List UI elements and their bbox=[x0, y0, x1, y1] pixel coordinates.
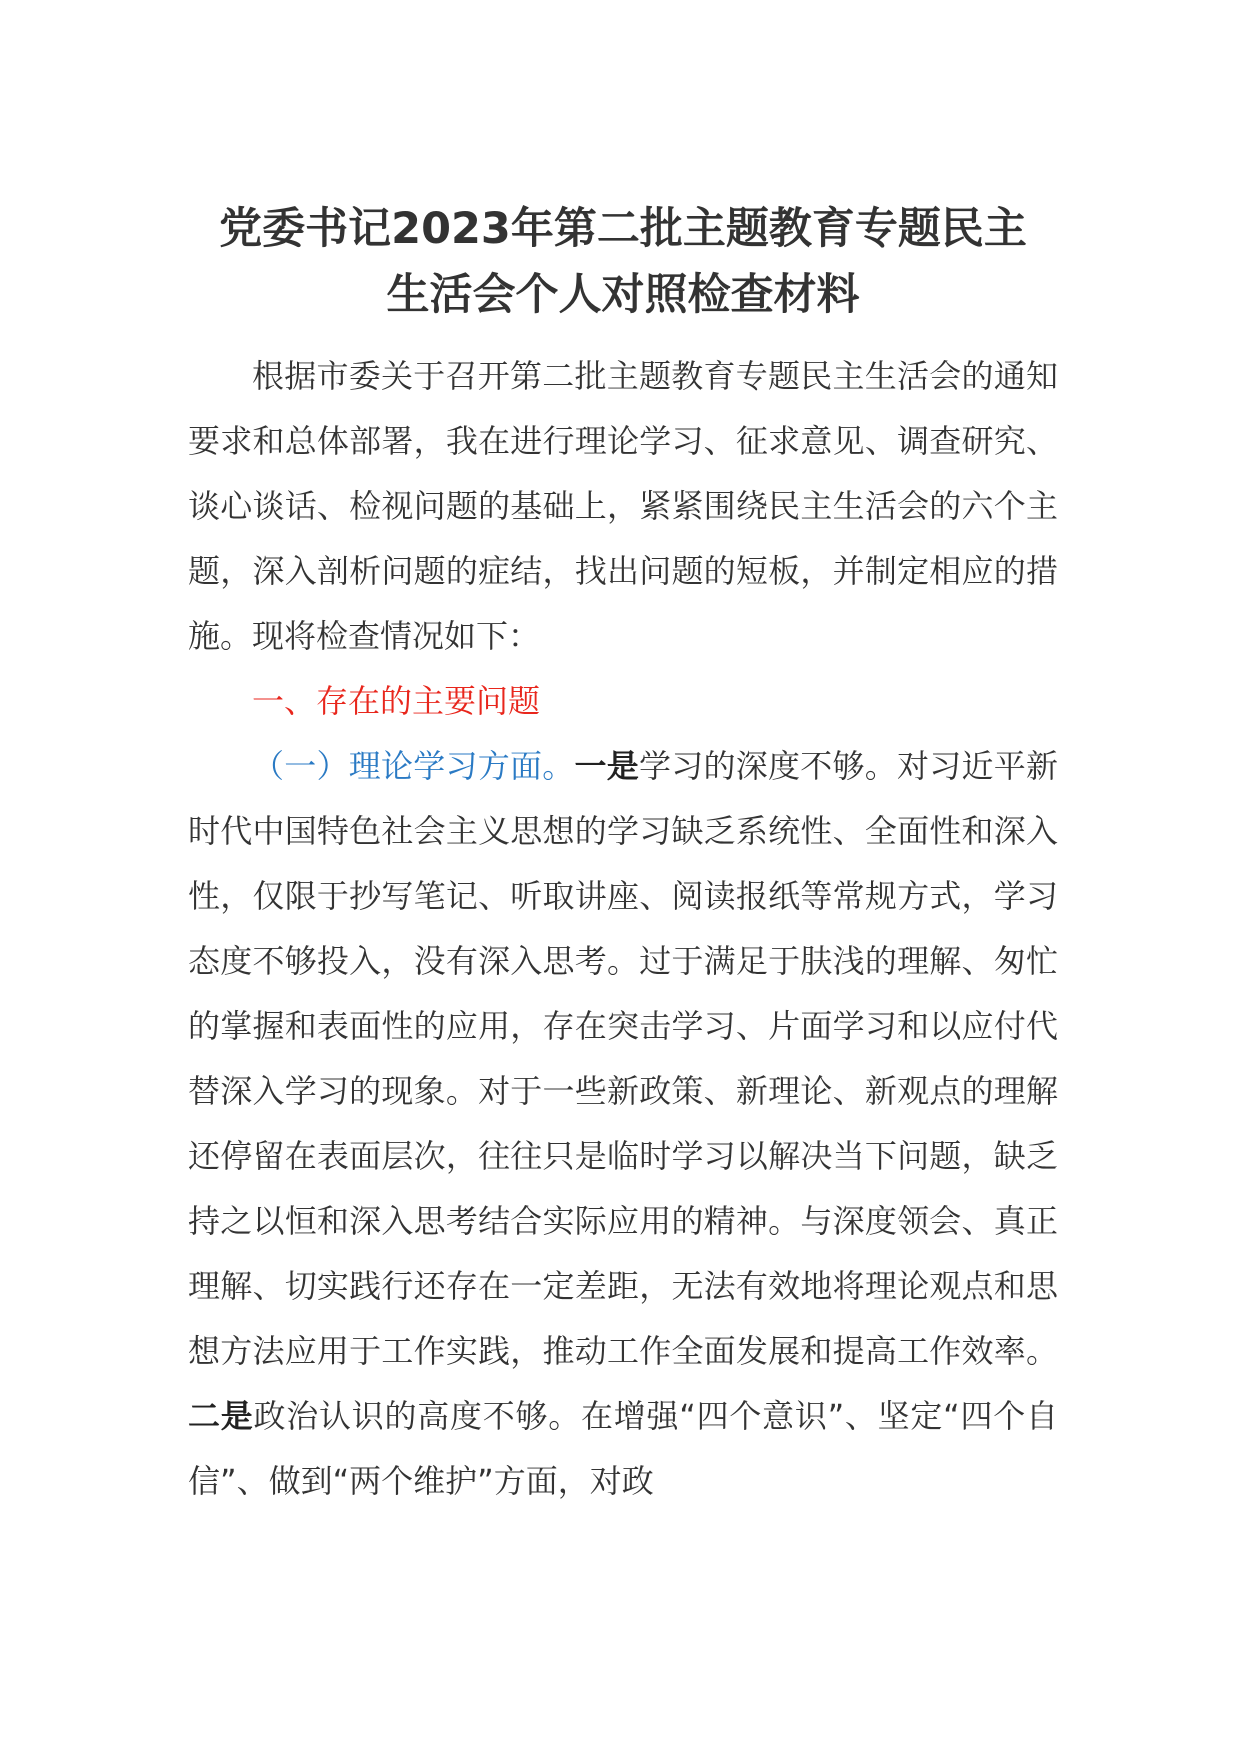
section-heading-main-problems: 一、存在的主要问题 bbox=[252, 682, 541, 720]
subsection-heading-theory-study: （一）理论学习方面。 bbox=[252, 747, 575, 785]
document-body bbox=[188, 344, 1058, 1514]
point-one-text: 学习的深度不够。对习近平新时代中国特色社会主义思想的学习缺乏系统性、全面性和深入性，仅限于抄写笔记、听取讲座、阅读报纸等常规方式，学习态度不够投入，没有深入思考。过于满足于肤浅的理解、匆忙的掌握和表面性的应用，存在突击学习、片面学习和以应付代替深入学习的现象。对于一些新政策、新理论、新观点的理解还停留在表面层次，往往只是临时学习以解决当下问题，缺乏持之以恒和深入思考结合实际应用的精神。与深度领会、真正理解、切实践行还存在一定差距，无法有效地将理论观点和思想方法应用于工作实践，推动工作全面发展和提高工作效率。 bbox=[188, 747, 1058, 1370]
document-title-line-1: 党委书记2023年第二批主题教育专题民主 bbox=[219, 204, 1027, 254]
point-two-text: 政治认识的高度不够。在增强“四个意识”、坚定“四个自信”、做到“两个维护”方面，对政 bbox=[188, 1397, 1058, 1500]
document-page bbox=[188, 196, 1058, 1514]
document-title-line-2: 生活会个人对照检查材料 bbox=[386, 270, 860, 320]
point-two-lead: 二是 bbox=[188, 1397, 254, 1435]
theory-study-paragraph bbox=[188, 734, 1058, 1514]
point-one-lead: 一是 bbox=[574, 747, 639, 785]
document-title bbox=[188, 196, 1058, 328]
intro-paragraph: 根据市委关于召开第二批主题教育专题民主生活会的通知要求和总体部署，我在进行理论学习、征求意见、调查研究、谈心谈话、检视问题的基础上，紧紧围绕民主生活会的六个主题，深入剖析问题的症结，找出问题的短板，并制定相应的措施。现将检查情况如下： bbox=[188, 357, 1058, 655]
